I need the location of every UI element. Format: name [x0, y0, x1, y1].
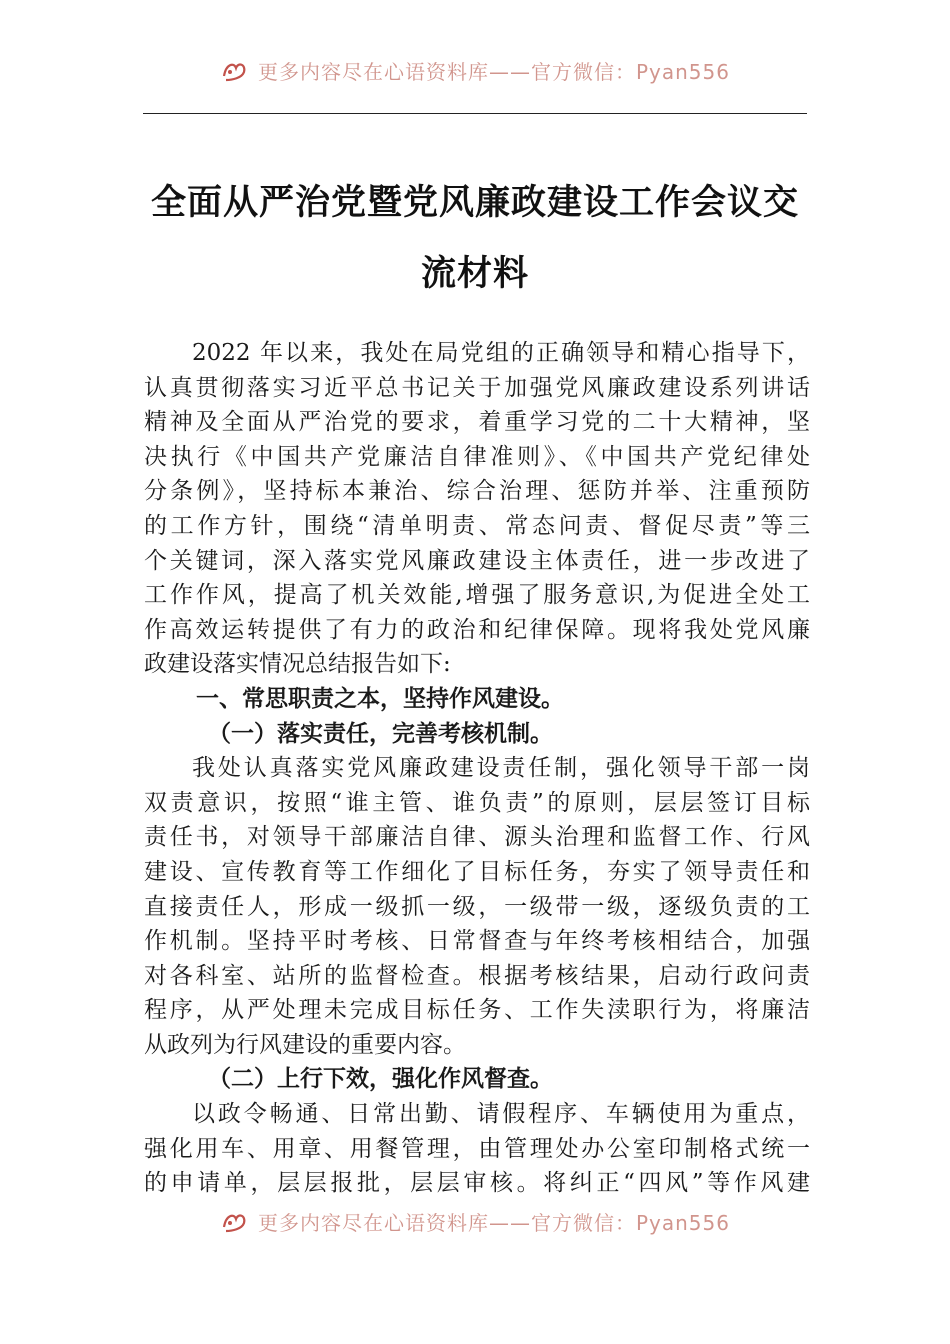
body-line: 强化用车、用章、用餐管理，由管理处办公室印制格式统一 — [144, 1135, 810, 1162]
document-body — [144, 336, 810, 1201]
header-watermark — [0, 56, 950, 87]
body-line: 直接责任人，形成一级抓一级，一级带一级，逐级负责的工 — [144, 893, 810, 920]
subsection-heading: （二）上行下效，强化作风督查。 — [208, 1065, 553, 1093]
header-watermark-text: 更多内容尽在心语资料库——官方微信：Pyan556 — [257, 60, 730, 84]
watermark-logo-icon — [220, 60, 250, 87]
watermark-logo-icon — [220, 1211, 250, 1238]
body-line: 工作作风，提高了机关效能,增强了服务意识,为促进全处工 — [144, 582, 810, 609]
body-line: 作高效运转提供了有力的政治和纪律保障。现将我处党风廉 — [144, 616, 810, 643]
section-heading: 一、常思职责之本，坚持作风建设。 — [196, 685, 564, 712]
footer-watermark-text: 更多内容尽在心语资料库——官方微信：Pyan556 — [257, 1211, 730, 1235]
header-rule — [143, 113, 807, 114]
body-line: 认真贯彻落实习近平总书记关于加强党风廉政建设系列讲话 — [144, 374, 810, 401]
body-line: 从政列为行风建设的重要内容。 — [144, 1031, 466, 1058]
body-line: 政建设落实情况总结报告如下: — [144, 651, 451, 678]
document-title-line-1: 全面从严治党暨党风廉政建设工作会议交 — [150, 182, 799, 223]
body-line: 对各科室、站所的监督检查。根据考核结果，启动行政问责 — [144, 962, 810, 989]
body-line: 双责意识，按照“谁主管、谁负责”的原则，层层签订目标 — [144, 789, 810, 816]
body-line: 作机制。坚持平时考核、日常督查与年终考核相结合，加强 — [144, 928, 810, 955]
body-line: 程序，从严处理未完成目标任务、工作失渎职行为，将廉洁 — [144, 997, 810, 1024]
body-line: 分条例》，坚持标本兼治、综合治理、惩防并举、注重预防 — [144, 478, 810, 505]
body-line: 个关键词，深入落实党风廉政建设主体责任，进一步改进了 — [144, 547, 810, 574]
body-line: 建设、宣传教育等工作细化了目标任务，夯实了领导责任和 — [144, 858, 810, 885]
body-line: 我处认真落实党风廉政建设责任制，强化领导干部一岗 — [192, 755, 810, 782]
body-line: 责任书，对领导干部廉洁自律、源头治理和监督工作、行风 — [144, 824, 810, 851]
body-line: 的工作方针，围绕“清单明责、常态问责、督促尽责”等三 — [144, 512, 810, 539]
body-line: 2022 年以来，我处在局党组的正确领导和精心指导下， — [192, 340, 810, 366]
body-line: 以政令畅通、日常出勤、请假程序、车辆使用为重点， — [192, 1101, 810, 1128]
body-line: 精神及全面从严治党的要求，着重学习党的二十大精神，坚 — [144, 409, 810, 436]
body-line: 的申请单，层层报批，层层审核。将纠正“四风”等作风建 — [144, 1170, 810, 1197]
subsection-heading: （一）落实责任，完善考核机制。 — [208, 719, 553, 747]
document-title-line-2: 流材料 — [420, 253, 529, 294]
footer-watermark — [0, 1207, 950, 1238]
body-line: 决执行《中国共产党廉洁自律准则》、《中国共产党纪律处 — [144, 443, 810, 470]
